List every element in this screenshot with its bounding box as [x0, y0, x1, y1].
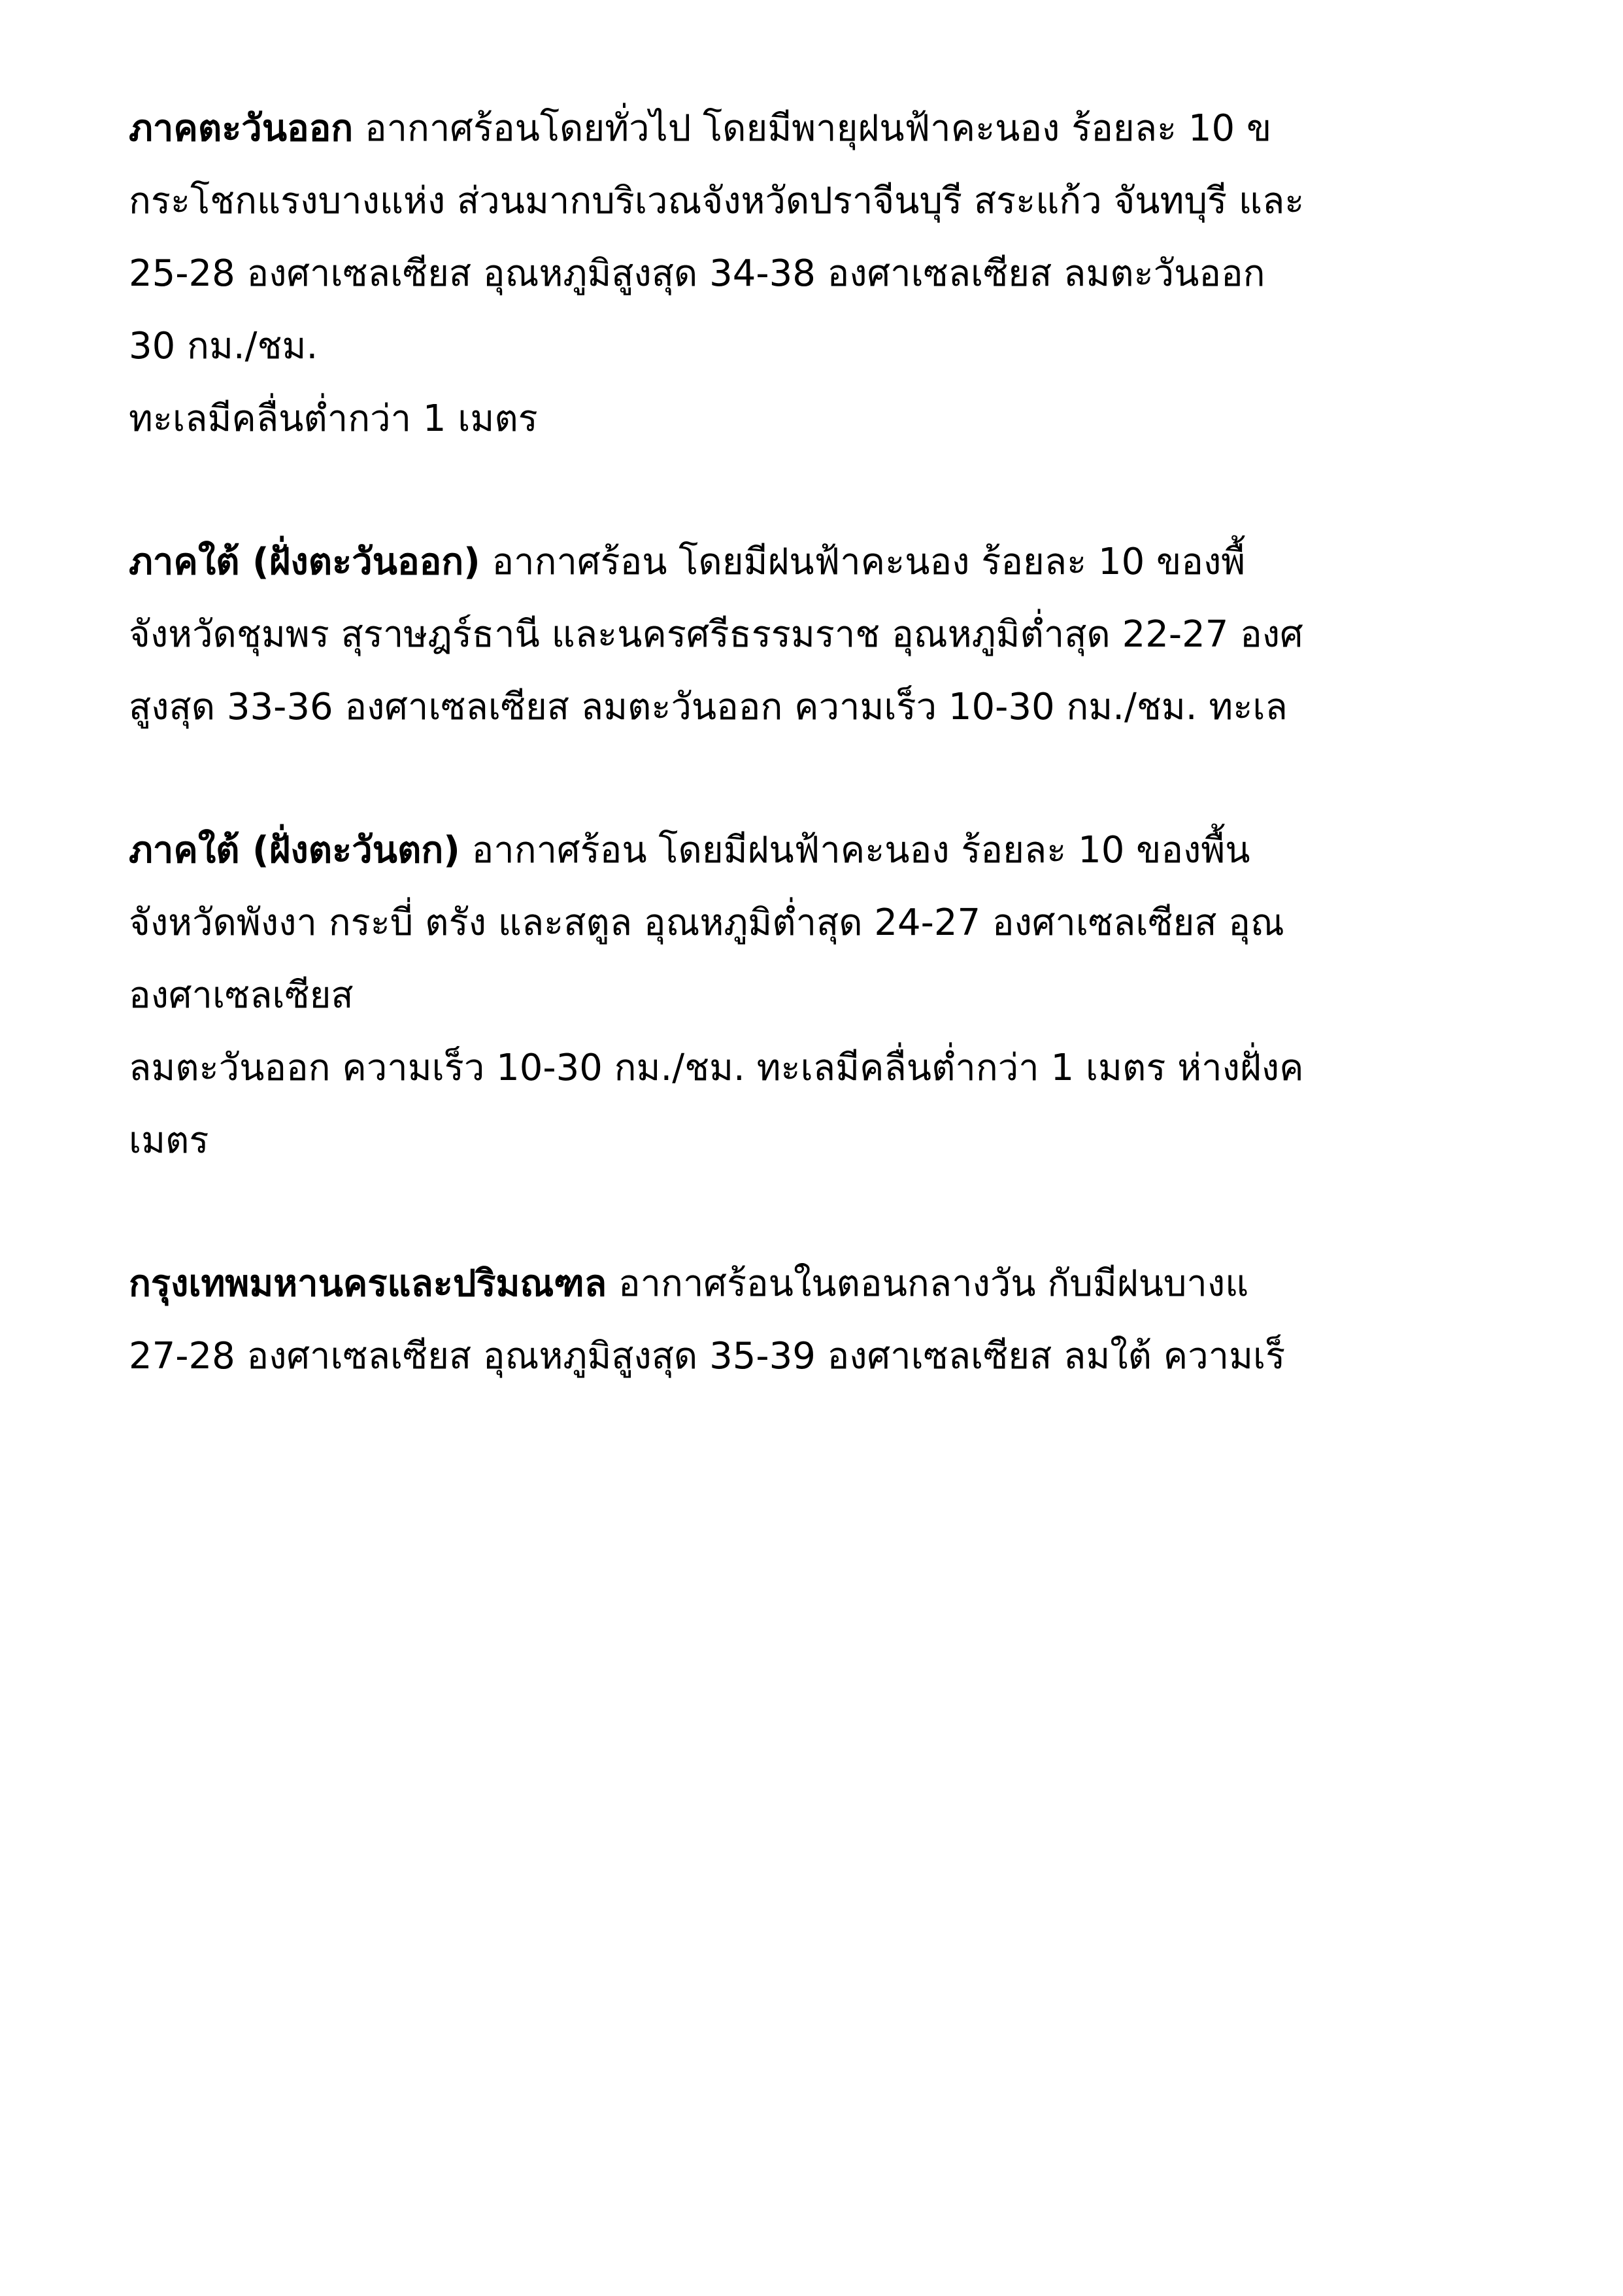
paragraph-line: 25-28 องศาเซลเซียส อุณหภูมิสูงสุด 34-38 องศาเซลเซียส ลมตะวันออก	[129, 252, 1265, 295]
paragraph-line: จังหวัดพังงา กระบี่ ตรัง และสตูล อุณหภูมิต่ำสุด 24-27 องศาเซลเซียส อุณ	[129, 902, 1284, 944]
section-south-east-coast	[129, 526, 1545, 743]
paragraph-line	[129, 92, 1545, 165]
paragraph-line	[129, 1247, 1545, 1320]
section-heading: ภาคใต้ (ฝั่งตะวันออก)	[129, 541, 480, 583]
section-east	[129, 92, 1545, 455]
paragraph-line	[129, 814, 1545, 886]
paragraph-line: ลมตะวันออก ความเร็ว 10-30 กม./ชม. ทะเลมีคลื่นต่ำกว่า 1 เมตร ห่างฝั่งค	[129, 1047, 1304, 1089]
paragraph-line: 30 กม./ชม.	[129, 325, 318, 367]
line-text: อากาศร้อน โดยมีฝนฟ้าคะนอง ร้อยละ 10 ของพื้น	[460, 829, 1250, 871]
document-body	[129, 92, 1545, 1463]
paragraph-line: 27-28 องศาเซลเซียส อุณหภูมิสูงสุด 35-39 องศาเซลเซียส ลมใต้ ความเร็	[129, 1335, 1286, 1377]
section-heading: ภาคตะวันออก	[129, 107, 354, 150]
paragraph-line	[129, 526, 1545, 598]
paragraph-line: ทะเลมีคลื่นต่ำกว่า 1 เมตร	[129, 397, 538, 440]
section-heading: ภาคใต้ (ฝั่งตะวันตก)	[129, 829, 460, 871]
paragraph-line: สูงสุด 33-36 องศาเซลเซียส ลมตะวันออก ความเร็ว 10-30 กม./ชม. ทะเล	[129, 686, 1288, 728]
line-text: อากาศร้อน โดยมีฝนฟ้าคะนอง ร้อยละ 10 ของพื้	[480, 541, 1246, 583]
section-heading: กรุงเทพมหานครและปริมณฑล	[129, 1262, 607, 1305]
line-text: อากาศร้อนโดยทั่วไป โดยมีพายุฝนฟ้าคะนอง ร้อยละ 10 ข	[353, 107, 1272, 150]
paragraph-line: องศาเซลเซียส	[129, 974, 354, 1017]
section-south-west-coast	[129, 814, 1545, 1177]
paragraph-line: จังหวัดชุมพร สุราษฎร์ธานี และนครศรีธรรมราช อุณหภูมิต่ำสุด 22-27 องศ	[129, 613, 1303, 656]
line-text: อากาศร้อนในตอนกลางวัน กับมีฝนบางแ	[607, 1262, 1249, 1305]
paragraph-line: เมตร	[129, 1119, 209, 1162]
paragraph-line: กระโชกแรงบางแห่ง ส่วนมากบริเวณจังหวัดปราจีนบุรี สระแก้ว จันทบุรี และ	[129, 180, 1305, 222]
section-bangkok	[129, 1247, 1545, 1393]
